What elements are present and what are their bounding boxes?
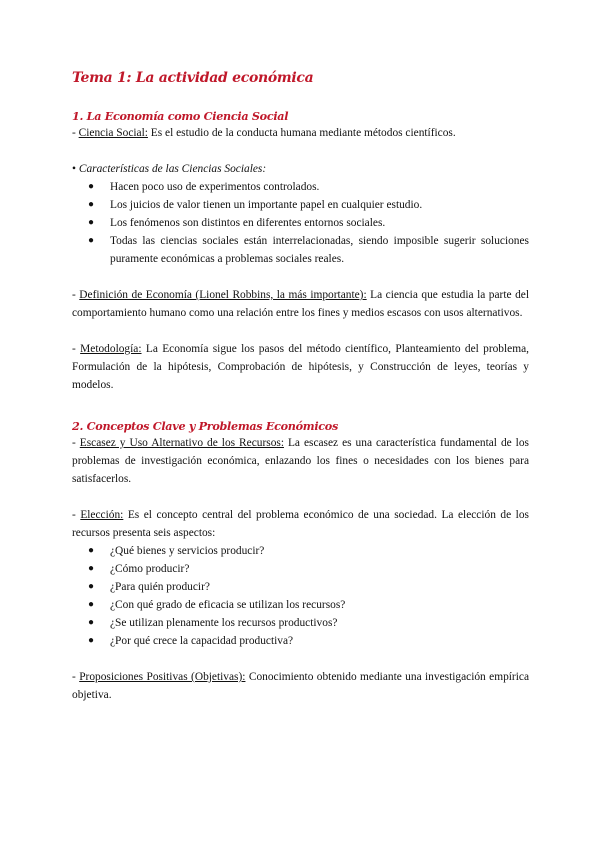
list-item-text: ¿Cómo producir? (110, 563, 190, 575)
eleccion-term: Elección: (80, 509, 124, 521)
proposiciones-text: Conocimiento obtenido mediante una investigación empírica objetiva. (72, 671, 529, 701)
list-item-text: ¿Se utilizan plenamente los recursos productivos? (110, 617, 338, 629)
list-item (88, 632, 529, 650)
section-2-heading: 2. Conceptos Clave y Problemas Económicos (72, 419, 338, 433)
definicion-economia-text: La ciencia que estudia la parte del comportamiento humano como una relación entre los fines y medios escasos con usos alternativos. (72, 289, 529, 319)
section-1-heading: 1. La Economía como Ciencia Social (72, 109, 289, 123)
bullet-icon: ● (88, 181, 95, 192)
dash: - (72, 509, 81, 521)
list-item-text: Los fenómenos son distintos en diferentes entornos sociales. (110, 217, 386, 229)
bullet-icon: ● (88, 581, 95, 592)
ciencia-social-term: Ciencia Social: (78, 127, 148, 139)
list-item (88, 596, 529, 614)
bullet-icon: ● (88, 635, 95, 646)
list-item (88, 614, 529, 632)
list-item (88, 578, 529, 596)
bullet-icon: • (72, 163, 76, 175)
list-item (88, 196, 529, 214)
caracteristicas-heading (72, 160, 529, 178)
dash: - (72, 127, 79, 139)
document-title: Tema 1: La actividad económica (72, 70, 314, 86)
list-item (88, 178, 529, 196)
metodologia-paragraph (72, 340, 529, 394)
dash: - (72, 671, 80, 683)
list-item-text: ¿Para quién producir? (110, 581, 210, 593)
proposiciones-term: Proposiciones Positivas (Objetivas): (79, 671, 246, 683)
eleccion-text: Es el concepto central del problema económico de una sociedad. La elección de los recursos presenta seis aspectos: (72, 509, 529, 539)
bullet-icon: ● (88, 617, 95, 628)
bullet-icon: ● (88, 599, 95, 610)
escasez-term: Escasez y Uso Alternativo de los Recursos: (79, 437, 284, 449)
escasez-paragraph (72, 434, 529, 488)
list-item-text: ¿Qué bienes y servicios producir? (110, 545, 265, 557)
dash: - (72, 289, 80, 301)
dash: - (72, 343, 81, 355)
list-item-text: Todas las ciencias sociales están interrelacionadas, siendo imposible sugerir soluciones puramente económicas a problemas sociales reales. (110, 235, 529, 265)
metodologia-term: Metodología: (80, 343, 142, 355)
metodologia-text: La Economía sigue los pasos del método científico, Planteamiento del problema, Formulación de la hipótesis, Comprobación de hipótesis, y Construcción de leyes, teorías y modelos. (72, 343, 529, 391)
eleccion-paragraph (72, 506, 529, 542)
ciencia-social-paragraph (72, 124, 529, 142)
bullet-icon: ● (88, 235, 95, 246)
definicion-economia-paragraph (72, 286, 529, 322)
caracteristicas-list (72, 178, 529, 268)
list-item-text: ¿Por qué crece la capacidad productiva? (110, 635, 294, 647)
definicion-economia-term: Definición de Economía (Lionel Robbins, la más importante): (79, 289, 367, 301)
list-item (88, 560, 529, 578)
proposiciones-paragraph (72, 668, 529, 704)
ciencia-social-definition: Es el estudio de la conducta humana mediante métodos científicos. (147, 127, 456, 139)
list-item (88, 542, 529, 560)
escasez-text: La escasez es una característica fundamental de los problemas de investigación económica, enlazando los fines o necesidades con los bienes para satisfacerlos. (72, 437, 529, 485)
caracteristicas-heading-text: Características de las Ciencias Sociales: (78, 163, 267, 175)
dash: - (72, 437, 80, 449)
list-item (88, 214, 529, 232)
bullet-icon: ● (88, 563, 95, 574)
list-item-text: ¿Con qué grado de eficacia se utilizan los recursos? (110, 599, 346, 611)
eleccion-list (72, 542, 529, 650)
list-item-text: Los juicios de valor tienen un importante papel en cualquier estudio. (110, 199, 423, 211)
bullet-icon: ● (88, 217, 95, 228)
bullet-icon: ● (88, 545, 95, 556)
list-item-text: Hacen poco uso de experimentos controlados. (110, 181, 320, 193)
bullet-icon: ● (88, 199, 95, 210)
list-item (88, 232, 529, 268)
